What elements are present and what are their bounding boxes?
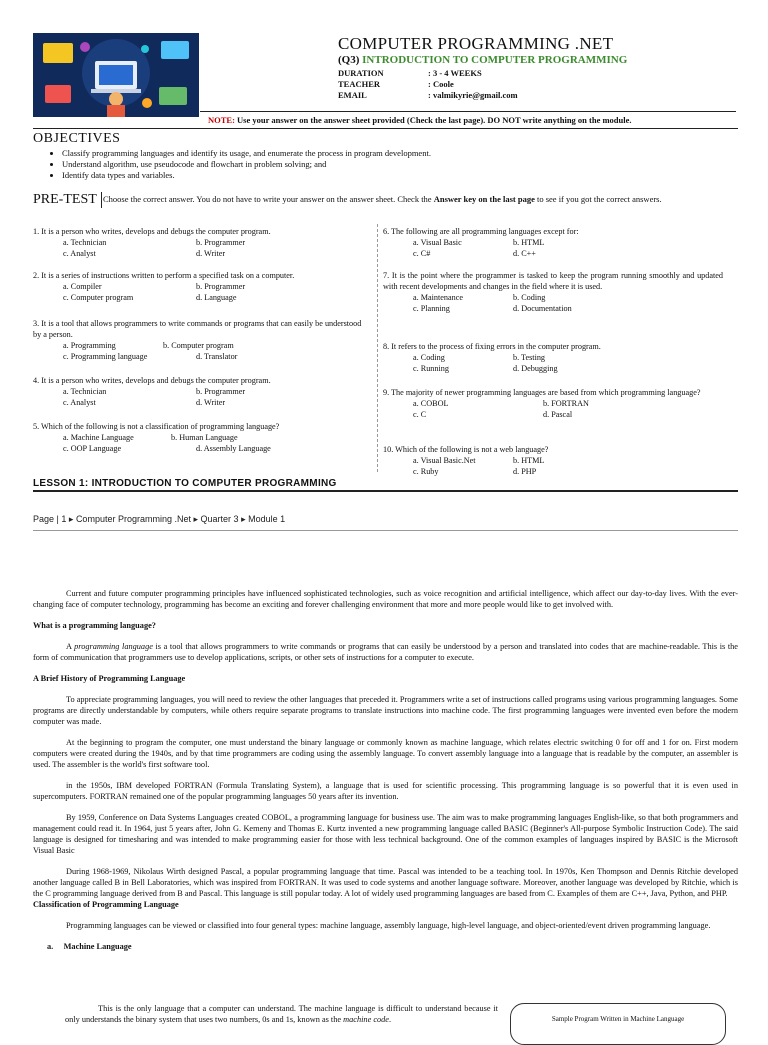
choice-b: b. Coding [513,293,546,302]
choice-d: d. Language [196,293,237,302]
choice-a: a. COBOL [413,399,449,408]
breadcrumb-module: Module 1 [248,514,286,524]
choice-c: c. Analyst [63,249,96,258]
machine-code-term: machine code [343,1015,389,1024]
question-text: 1. It is a person who writes, develops and debugs the computer program. [33,227,271,236]
choice-c: c. C# [413,249,431,258]
breadcrumb-arrow-icon: ▸ [193,514,199,524]
question-text: 3. It is a tool that allows programmers to write commands or programs that can easily be understood by a person. [33,319,362,339]
pretest-instructions-bold: Answer key on the last page [433,194,535,204]
definition-paragraph [33,641,738,663]
note-text: Use your answer on the answer sheet provided (Check the last page). DO NOT write anything on the module. [234,115,632,125]
header-divider [200,111,736,112]
question-4 [33,375,373,408]
pretest-instructions-a: Choose the correct answer. You do not have to write your answer on the answer sheet. Check the [103,194,434,204]
machine-text-a: This is the only language that a computer can understand. The machine language is difficult to understand because it only understands the binary system that uses two numbers, 0s and 1s, known as the [65,1004,498,1024]
module-subtitle [338,54,627,66]
teacher-label: TEACHER [338,79,381,89]
choice-c: c. Programming language [63,352,148,361]
note-label: NOTE: [208,115,235,125]
objectives-heading: OBJECTIVES [33,131,121,146]
page-number: Page | 1 [33,514,67,524]
choice-c: c. Analyst [63,398,96,407]
breadcrumb-quarter: Quarter 3 [200,514,239,524]
lesson-divider [33,490,738,492]
choice-a: a. Maintenance [413,293,464,302]
sample-program-box [510,1003,726,1045]
choice-b: b. Programmer [196,282,246,291]
question-text: 5. Which of the following is not a classification of programming language? [33,422,280,431]
definition-term: programming language [74,642,153,651]
module-logo-illustration [33,33,199,117]
choice-b: b. HTML [513,238,545,247]
lesson-content [33,588,738,952]
history-paragraph-3: in the 1950s, IBM developed FORTRAN (Formula Translating System), a language that is used for scientific processing. This programming language is so powerful that it is even used in supercomputers. FORTRAN remained one of the popular programming languages 50 years after its invention. [33,781,738,801]
choice-d: d. Assembly Language [196,444,271,453]
choice-c: c. Ruby [413,467,439,476]
choice-d: d. Debugging [513,364,558,373]
choice-b: b. Human Language [171,433,238,442]
question-10 [383,444,723,477]
choice-c: c. Running [413,364,449,373]
machine-language-paragraph [65,1003,498,1025]
choice-d: d. C++ [513,249,536,258]
history-paragraph-1: To appreciate programming languages, you will need to review the other languages that preceded it. Programmers write a set of instructions called programs using various programming languages. Some programs are directly understandable by computers, while others require separate programs to translate instructions into machine code. The first programming languages were invented even before the modern computer was made. [33,695,738,726]
definition-a: A [66,642,75,651]
sample-program-caption: Sample Program Written in Machine Language [551,1015,685,1023]
question-7 [383,270,723,314]
objective-item: • Understand algorithm, use pseudocode and flowchart in problem solving; and [62,159,431,170]
section-heading-history: A Brief History of Programming Language [33,674,186,683]
choice-a: a. Coding [413,353,445,362]
pretest-instructions-b: to see if you got the correct answers. [534,194,662,204]
machine-text-b: . [388,1015,392,1024]
choice-b: b. Programmer [196,387,246,396]
choice-d: d. Writer [196,398,226,407]
choice-a: a. Visual Basic.Net [413,456,476,465]
section-heading-classification: Classification of Programming Language [33,900,179,909]
breadcrumb-course: Computer Programming .Net [75,514,191,524]
objective-item: • Classify programming languages and identify its usage, and enumerate the process in program development. [62,148,431,159]
history-paragraph-4: By 1959, Conference on Data Systems Languages created COBOL, a programming language for business use. The aim was to make programming languages English-like, so that both programmers and management could read it. In 1964, just 5 years after, John G. Kemeny and Thomas E. Kurtz invented a new programming language called BASIC (Beginner's All-purpose Symbolic Instruction Code). The said language is designed for timesharing and was intended to make programming easier for those with less technical background. One of the common examples of languages inspired by BASIC is the Microsoft Visual Basic [33,813,738,855]
choice-d: d. Pascal [543,410,573,419]
pretest-instructions [33,194,738,205]
choice-d: d. PHP [513,467,537,476]
note-divider [33,128,738,129]
choice-c: c. Computer program [63,293,134,302]
email-label: EMAIL [338,90,367,100]
teacher-value: : Coole [428,79,454,89]
history-paragraph-2: At the beginning to program the computer, one must understand the binary language or commonly known as machine language, which relates electric switching 0 for off and 1 for on. First modern computers were created during the 1940s, and by that time programmers are coding using the assembly language. To convert assembly language into a language that is readable by the computer, an assembler is used. The assembler is the world's first software tool. [33,738,738,769]
duration-value: : 3 - 4 WEEKS [428,68,482,78]
section-heading-machine: a. Machine Language [47,942,132,951]
question-3 [33,318,373,362]
choice-c: c. C [413,410,427,419]
breadcrumb-arrow-icon: ▸ [68,514,74,524]
note-line [208,115,632,125]
choice-d: d. Writer [196,249,226,258]
choice-a: a. Visual Basic [413,238,462,247]
column-divider [377,224,378,472]
question-1 [33,226,373,259]
question-text: 8. It refers to the process of fixing errors in the computer program. [383,342,601,351]
choice-a: a. Technician [63,238,107,247]
choice-b: b. Programmer [196,238,246,247]
question-text: 4. It is a person who writes, develops and debugs the computer program. [33,376,271,385]
choice-b: b. FORTRAN [543,399,589,408]
question-5 [33,421,373,454]
choice-b: b. HTML [513,456,545,465]
classification-paragraph: Programming languages can be viewed or classified into four general types: machine language, assembly language, high-level language, and object-oriented/event driven programming language. [66,921,711,930]
question-text: 7. It is the point where the programmer is tasked to keep the program running smoothly and updated with recent developments and changes in the field where it is used. [383,271,723,291]
choice-c: c. OOP Language [63,444,122,453]
page-footer [33,514,285,525]
subtitle-text: INTRODUCTION TO COMPUTER PROGRAMMING [362,54,628,66]
history-paragraph-5: During 1968-1969, Nikolaus Wirth designed Pascal, a popular programming language that time. Pascal was intended to be a teaching tool. In 1970s, Ken Thompson and Dennis Ritchie developed another language called B in Bell Laboratories, which was inspired from FORTRAN. It was used to code systems and another language software. Moreover, another language was developed by Ritchie, which is the C programming language derived from B and Pascal. This language is still popular today. A lot of widely used programming languages are based from C. Examples of them are C++, Java, Python, and PHP. [33,867,738,898]
pretest-heading: PRE-TEST [33,192,102,208]
objective-item: • Identify data types and variables. [62,170,431,181]
definition-b: is a tool that allows programmers to write commands or programs that can easily be understood by a person and translated into codes that are machine-readable. This is the form of communication that programmers use to develop applications, scripts, or other sets of instructions for a computer to execute. [33,642,738,662]
duration-label: DURATION [338,68,384,78]
choice-a: a. Programming [63,341,116,350]
quarter-label: (Q3) [338,54,360,66]
question-2 [33,270,373,303]
breadcrumb-arrow-icon: ▸ [241,514,246,524]
question-6 [383,226,723,259]
choice-a: a. Compiler [63,282,102,291]
lesson-heading: LESSON 1: INTRODUCTION TO COMPUTER PROGRAMMING [33,478,337,489]
question-text: 10. Which of the following is not a web language? [383,445,549,454]
choice-d: d. Translator [196,352,238,361]
module-info [338,68,518,101]
objectives-list [48,148,431,181]
choice-a: a. Machine Language [63,433,134,442]
module-title: COMPUTER PROGRAMMING .NET [338,34,614,53]
question-9 [383,387,723,420]
question-text: 2. It is a series of instructions written to perform a specified task on a computer. [33,271,295,280]
footer-divider [33,530,738,531]
email-value: : valmikyrie@gmail.com [428,90,518,100]
intro-paragraph: Current and future computer programming principles have influenced sophisticated technologies, such as voice recognition and artificial intelligence, which affect our day-to-day lives. With the ever-changing face of computer technology, programming has become an exciting and forever challenging environment that more and more people would like to get involved with. [33,589,738,609]
programmer-illustration-icon [33,33,199,117]
choice-d: d. Documentation [513,304,572,313]
choice-a: a. Technician [63,387,107,396]
question-text: 9. The majority of newer programming languages are based from which programming language? [383,388,701,397]
choice-b: b. Computer program [163,341,234,350]
choice-c: c. Planning [413,304,450,313]
question-8 [383,341,723,374]
section-heading-what: What is a programming language? [33,621,156,630]
choice-b: b. Testing [513,353,546,362]
question-text: 6. The following are all programming languages except for: [383,227,579,236]
